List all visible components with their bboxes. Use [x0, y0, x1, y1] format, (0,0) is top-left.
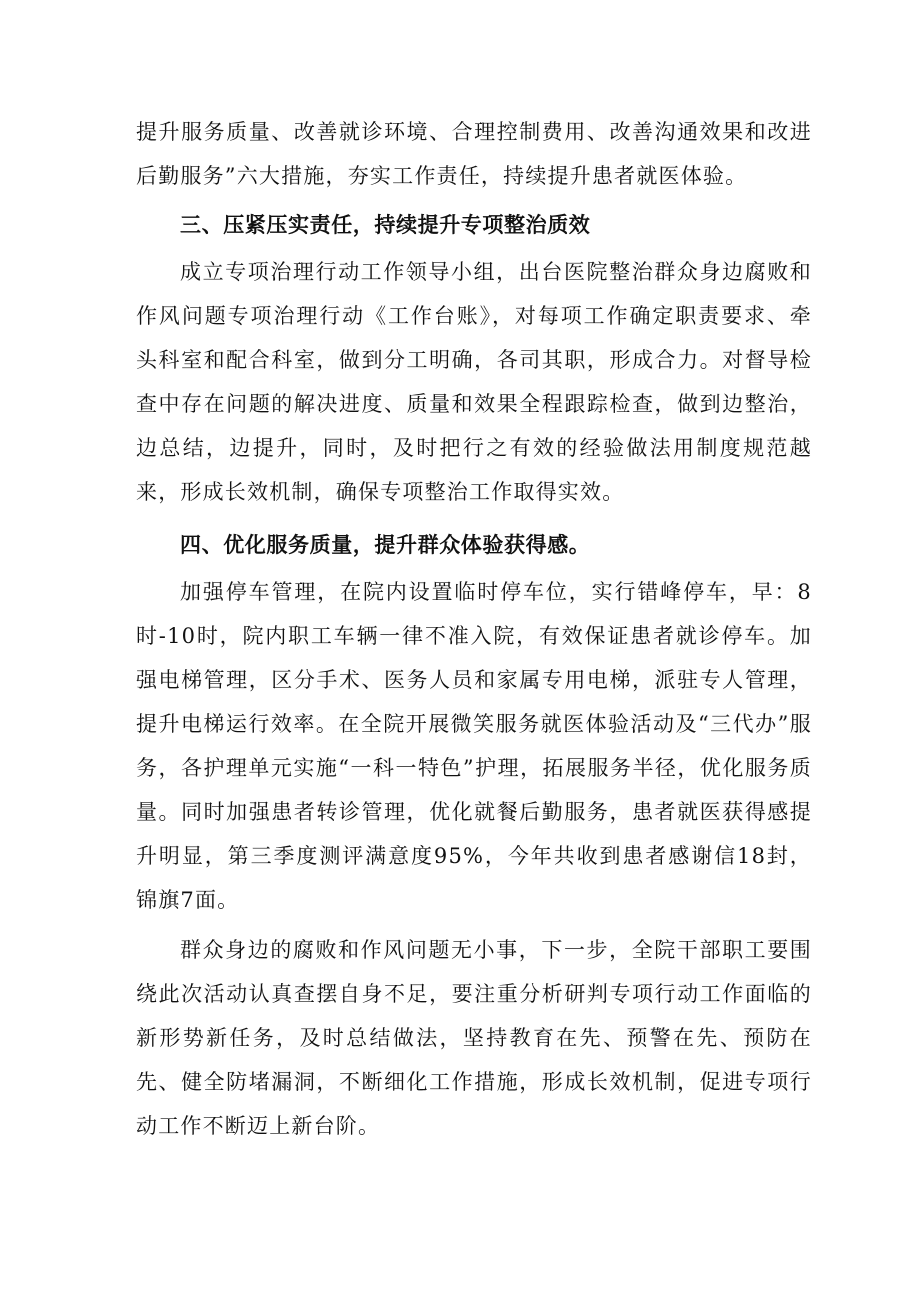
- paragraph-next-steps: 群众身边的腐败和作风问题无小事，下一步，全院干部职工要围绕此次活动认真查摆自身不足，要注重分析研判专项行动工作面临的新形势新任务，及时总结做法，坚持教育在先、预警在先、预防在先、健全防堵漏洞，不断细化工作措施，形成长效机制，促进专项行动工作不断迈上新台阶。: [136, 938, 812, 1138]
- paragraph-special-governance: 成立专项治理行动工作领导小组，出台医院整治群众身边腐败和作风问题专项治理行动《工作台账》，对每项工作确定职责要求、牵头科室和配合科室，做到分工明确，各司其职，形成合力。对督导检查中存在问题的解决进度、质量和效果全程跟踪检查，做到边整治，边总结，边提升，同时，及时把行之有效的经验做法用制度规范越来，形成长效机制，确保专项整治工作取得实效。: [136, 260, 812, 504]
- section-heading-four: 四、优化服务质量，提升群众体验获得感。: [180, 533, 591, 557]
- paragraph-service-quality: 加强停车管理，在院内设置临时停车位，实行错峰停车，早：8时-10时，院内职工车辆一律不准入院，有效保证患者就诊停车。加强电梯管理，区分手术、医务人员和家属专用电梯，派驻专人管理，提升电梯运行效率。在全院开展微笑服务就医体验活动及“三代办”服务，各护理单元实施“一科一特色”护理，拓展服务半径，优化服务质量。同时加强患者转诊管理，优化就餐后勤服务，患者就医获得感提升明显，第三季度测评满意度95%，今年共收到患者感谢信18封，锦旗7面。: [136, 580, 812, 912]
- document-body: [136, 110, 812, 1148]
- paragraph-continued-measures: 提升服务质量、改善就诊环境、合理控制费用、改善沟通效果和改进后勤服务”六大措施，夯实工作责任，持续提升患者就医体验。: [136, 120, 812, 188]
- section-heading-three: 三、压紧压实责任，持续提升专项整治质效: [180, 213, 591, 237]
